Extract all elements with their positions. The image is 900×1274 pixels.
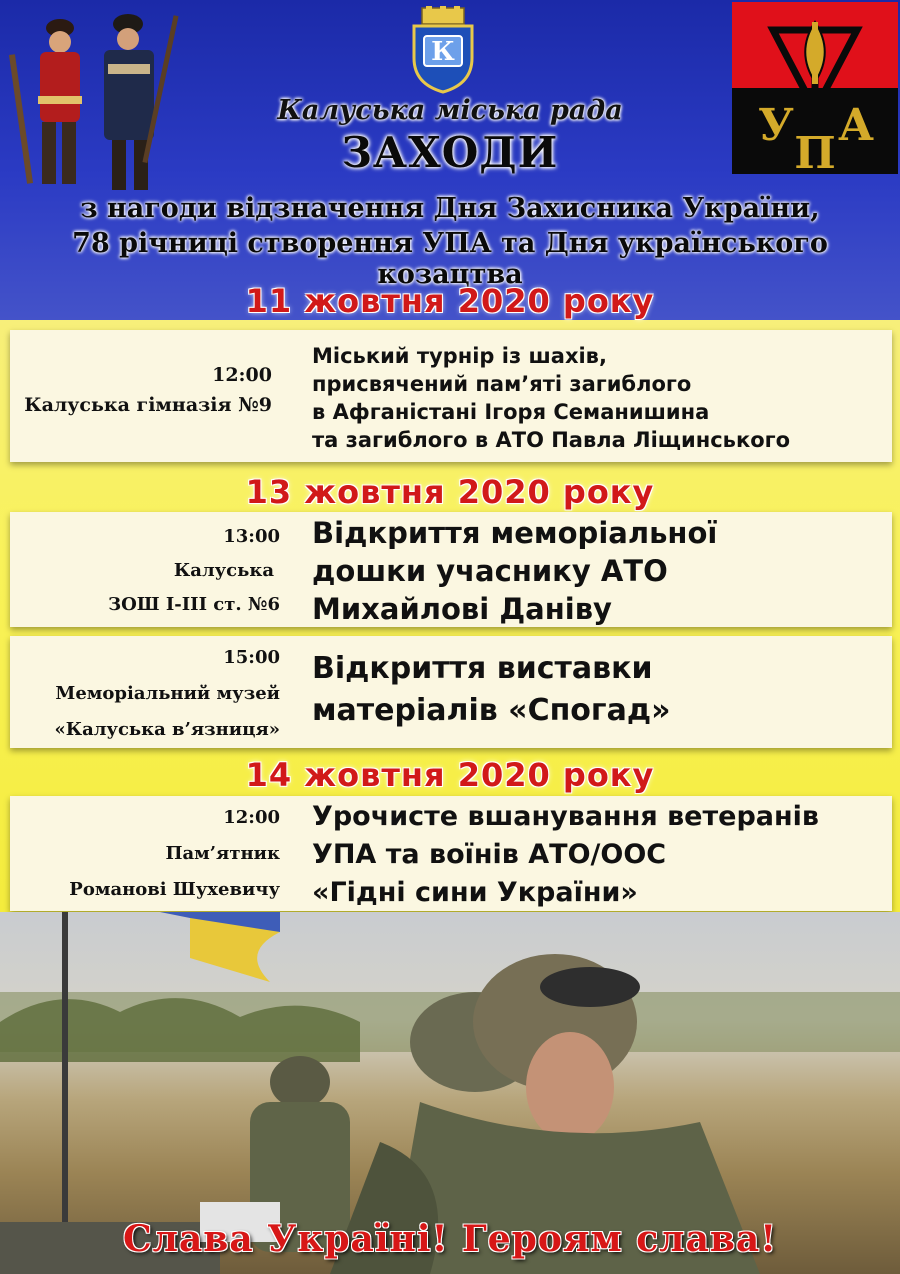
subtitle-line-2: 78 річниці створення УПА та Дня українського козацтва: [72, 228, 828, 290]
event-title-line: дошки учаснику АТО: [312, 554, 668, 588]
event-place: ЗОШ І-ІІІ ст. №6: [108, 594, 280, 615]
event-place: «Калуська в’язниця»: [54, 719, 280, 740]
event-title-line: Міський турнір із шахів,: [312, 344, 607, 368]
subtitle-line-1: з нагоди відзначення Дня Захисника України,: [80, 193, 820, 224]
event-left-column: [69, 800, 280, 908]
date-heading-oct-14: 14 жовтня 2020 року: [245, 756, 655, 794]
event-title: [312, 342, 790, 454]
event-title: [312, 648, 670, 732]
event-time: 12:00: [212, 364, 272, 386]
event-place: Калуська гімназія №9: [24, 394, 272, 416]
event-title-line: матеріалів «Спогад»: [312, 693, 671, 728]
event-left-column: [24, 360, 272, 420]
event-place: Калуська: [173, 560, 274, 581]
event-title-line: «Гідні сини України»: [312, 877, 638, 908]
event-title-line: Михайлові Даніву: [312, 592, 612, 626]
event-title-line: Відкриття меморіальної: [312, 516, 718, 550]
event-card: [10, 796, 892, 911]
event-left-column: [54, 640, 280, 748]
event-title-line: в Афганістані Ігоря Семанишина: [312, 400, 710, 424]
event-card: [10, 330, 892, 462]
event-place: Романові Шухевичу: [69, 879, 280, 900]
coat-of-arms-letter: К: [431, 37, 455, 67]
event-time: 13:00: [223, 526, 280, 547]
council-name: Калуська міська рада: [277, 95, 623, 126]
event-title-line: Відкриття виставки: [312, 651, 653, 686]
event-title: [312, 798, 819, 912]
event-title-line: присвячений пам’яті загиблого: [312, 372, 692, 396]
event-title-line: Урочисте вшанування ветеранів: [312, 801, 820, 832]
event-title: [312, 514, 717, 628]
event-left-column: [108, 520, 280, 622]
event-card: [10, 512, 892, 627]
event-place: Пам’ятник: [165, 843, 280, 864]
event-time: 15:00: [223, 647, 280, 668]
kalush-coat-of-arms-icon: [408, 6, 478, 94]
event-title-line: УПА та воїнів АТО/ООС: [312, 839, 667, 870]
page-title: ЗАХОДИ: [341, 128, 559, 177]
footer-slogan: Слава Україні! Героям слава!: [122, 1218, 778, 1260]
event-time: 12:00: [223, 807, 280, 828]
flag-letter-a: А: [838, 100, 874, 151]
event-title-line: та загиблого в АТО Павла Ліщинського: [312, 428, 791, 452]
flag-letter-u: У: [758, 100, 794, 151]
date-heading-oct-11: 11 жовтня 2020 року: [245, 282, 655, 320]
flag-letter-p: П: [794, 128, 836, 174]
date-heading-oct-13: 13 жовтня 2020 року: [245, 473, 655, 511]
event-place: Меморіальний музей: [55, 683, 280, 704]
event-card: [10, 636, 892, 748]
